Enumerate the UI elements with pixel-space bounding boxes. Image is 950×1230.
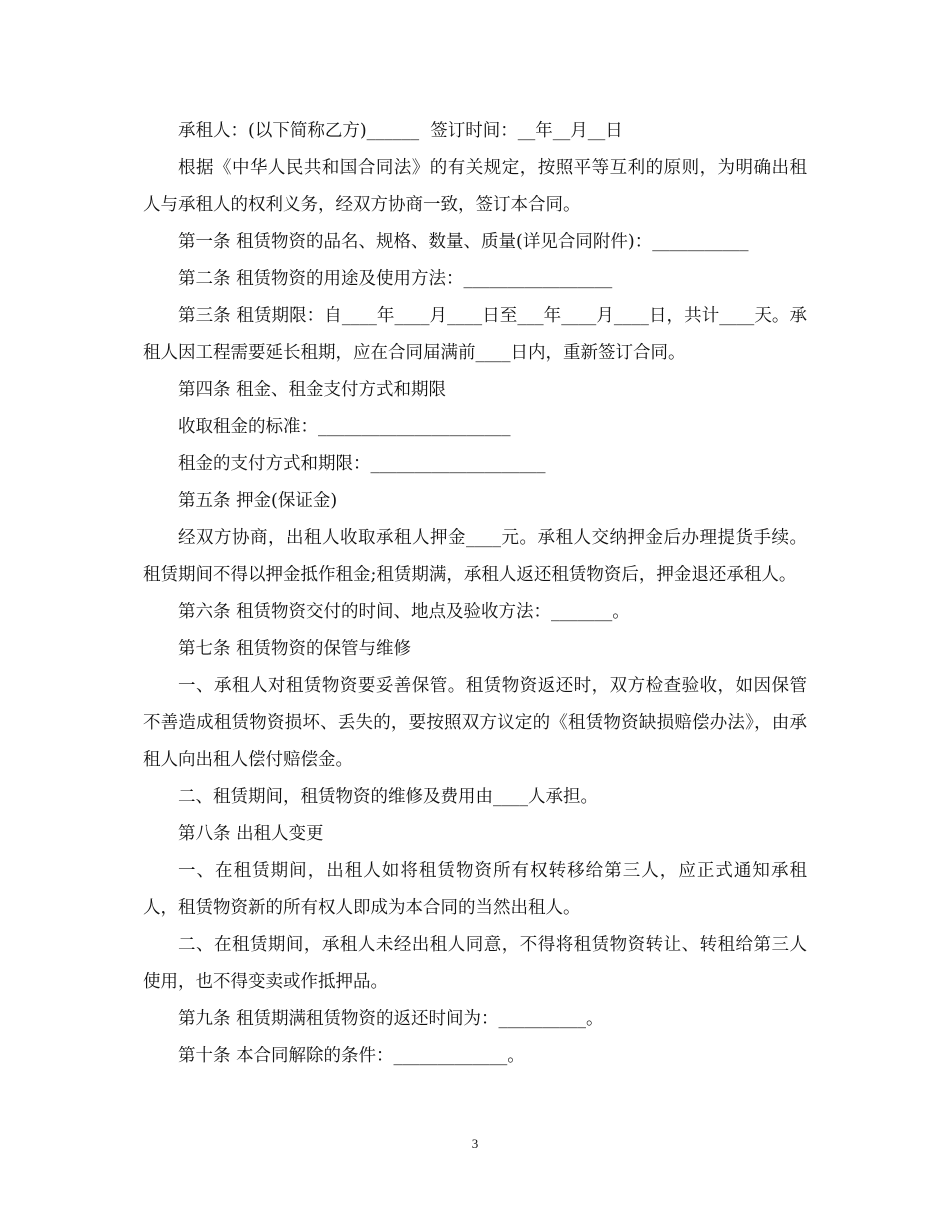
article-7-clause-2: 二、租赁期间，租赁物资的维修及费用由____人承担。 [178,787,598,807]
contract-body [143,113,807,1075]
article-6: 第六条 租赁物资交付的时间、地点及验收方法：_______。 [178,602,630,622]
article-9: 第九条 租赁期满租赁物资的返还时间为：__________。 [178,1009,604,1029]
article-8-clause-2: 二、在租赁期间，承租人未经出租人同意，不得将租赁物资转让、转租给第三人使用，也不得变卖或作抵押品。 [143,935,807,992]
rent-payment-terms: 租金的支付方式和期限：____________________ [178,454,546,474]
rent-standard: 收取租金的标准：______________________ [178,417,511,437]
page-number: 3 [471,1136,479,1151]
article-2: 第二条 租赁物资的用途及使用方法：_________________ [178,269,613,289]
article-4-heading: 第四条 租金、租金支付方式和期限 [178,380,447,400]
article-7-heading: 第七条 租赁物资的保管与维修 [178,639,412,659]
article-7-clause-1: 一、承租人对租赁物资要妥善保管。租赁物资返还时，双方检查验收，如因保管不善造成租赁物资损坏、丢失的，要按照双方议定的《租赁物资缺损赔偿办法》，由承租人向出租人偿付赔偿金。 [143,676,807,770]
preamble-paragraph: 根据《中华人民共和国合同法》的有关规定，按照平等互利的原则，为明确出租人与承租人的权利义务，经双方协商一致，签订本合同。 [143,158,807,215]
article-1: 第一条 租赁物资的品名、规格、数量、质量(详见合同附件)：___________ [178,232,749,252]
lessee-and-signing-date: 承租人：(以下简称乙方)______ 签订时间：__年__月__日 [178,121,623,141]
article-8-clause-1: 一、在租赁期间，出租人如将租赁物资所有权转移给第三人，应正式通知承租人，租赁物资新的所有权人即成为本合同的当然出租人。 [143,861,807,918]
article-5-heading: 第五条 押金(保证金) [178,491,338,511]
deposit-paragraph: 经双方协商，出租人收取承租人押金____元。承租人交纳押金后办理提货手续。租赁期间不得以押金抵作租金;租赁期满，承租人返还租赁物资后，押金退还承租人。 [143,528,807,585]
article-3: 第三条 租赁期限：自____年____月____日至___年____月____日，共计____天。承租人因工程需要延长租期，应在合同届满前____日内，重新签订合同。 [143,306,807,363]
article-10: 第十条 本合同解除的条件：_____________。 [178,1046,525,1066]
article-8-heading: 第八条 出租人变更 [178,824,324,844]
